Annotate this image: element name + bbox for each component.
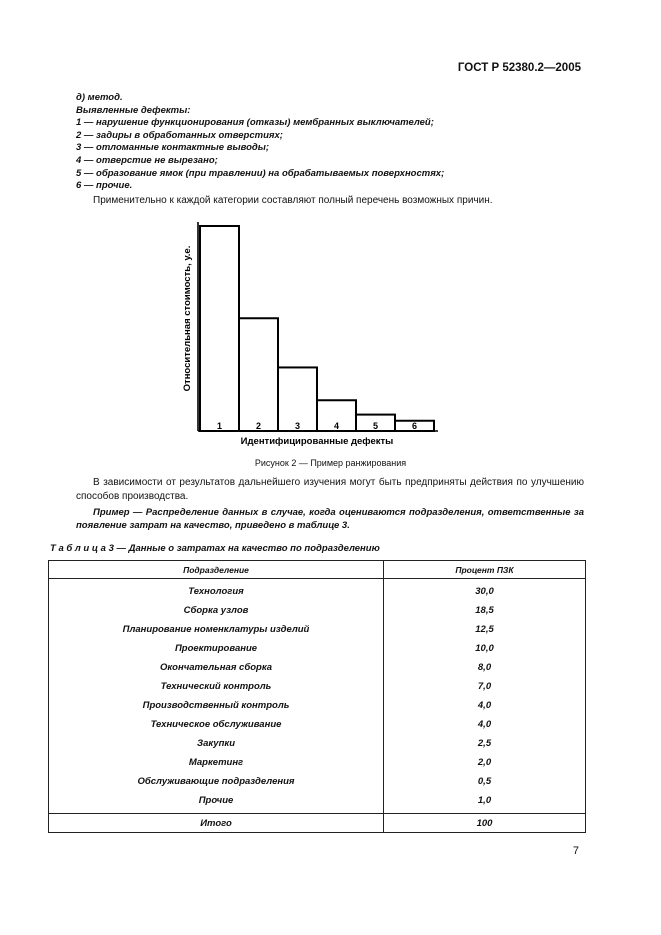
column-header-percent: Процент ПЗК [384, 561, 586, 579]
cell-department: Планирование номенклатуры изделий [49, 620, 384, 639]
cell-percent: 1,0 [384, 791, 586, 814]
category-label: 2 [255, 421, 262, 431]
column-header-department: Подразделение [49, 561, 384, 579]
defect-list-line: д) метод. [76, 92, 123, 103]
table-row [49, 639, 586, 658]
defect-list [76, 92, 596, 193]
cell-percent: 2,0 [384, 753, 586, 772]
table-row [49, 658, 586, 677]
table-row [49, 579, 586, 602]
bar-2 [239, 318, 278, 431]
cell-percent: 7,0 [384, 677, 586, 696]
x-axis-label: Идентифицированные дефекты [240, 436, 394, 447]
cell-department: Обслуживающие подразделения [49, 772, 384, 791]
table-row [49, 696, 586, 715]
cell-percent: 4,0 [384, 696, 586, 715]
cell-department: Сборка узлов [49, 601, 384, 620]
cell-department: Окончательная сборка [49, 658, 384, 677]
table-header-row [49, 561, 586, 579]
page-number: 7 [572, 845, 579, 857]
category-label: 6 [411, 421, 418, 431]
cell-percent: 0,5 [384, 772, 586, 791]
cell-percent: 2,5 [384, 734, 586, 753]
cell-percent: 10,0 [384, 639, 586, 658]
defect-list-line: 6 — прочие. [76, 180, 133, 192]
y-axis-label: Относительная стоимость, у.е. [182, 245, 193, 392]
defect-list-line: Выявленные дефекты: [76, 104, 191, 116]
cell-department: Техническое обслуживание [49, 715, 384, 734]
quality-costs-table [48, 560, 586, 833]
cell-department: Закупки [49, 734, 384, 753]
cell-department: Производственный контроль [49, 696, 384, 715]
pareto-chart [170, 218, 470, 452]
table-row [49, 791, 586, 814]
table-row [49, 677, 586, 696]
cell-percent: 8,0 [384, 658, 586, 677]
cell-percent: 4,0 [384, 715, 586, 734]
cell-department: Маркетинг [49, 753, 384, 772]
category-label: 5 [372, 421, 379, 431]
table-row [49, 772, 586, 791]
table-row [49, 601, 586, 620]
bar-1 [200, 226, 239, 431]
cell-department: Технический контроль [49, 677, 384, 696]
defect-list-line: 5 — образование ямок (при травлении) на обрабатываемых поверхностях; [76, 167, 445, 179]
table-row [49, 753, 586, 772]
category-label: 1 [216, 421, 223, 431]
cell-total-value: 100 [384, 814, 586, 833]
cell-percent: 18,5 [384, 601, 586, 620]
category-label: 4 [333, 421, 340, 431]
table-row [49, 715, 586, 734]
table-total-row [49, 814, 586, 833]
table-title: Т а б л и ц а 3 — Данные о затратах на качество по подразделению [50, 543, 380, 554]
paragraph-causes: Применительно к каждой категории составляют полный перечень возможных причин. [93, 195, 493, 206]
chart-bars [200, 226, 434, 431]
cell-department: Прочие [49, 791, 384, 814]
document-id: ГОСТ Р 52380.2—2005 [457, 62, 581, 74]
category-label: 3 [294, 421, 301, 431]
table-row [49, 734, 586, 753]
cell-total-label: Итого [49, 814, 384, 833]
defect-list-line: 1 — нарушение функционирования (отказы) мембранных выключателей; [76, 117, 434, 129]
cell-percent: 30,0 [384, 579, 586, 602]
example-note: Пример — Распределение данных в случае, когда оцениваются подразделения, ответственные за появление затрат на качество, приведено в таблице 3. [76, 507, 584, 531]
table-row [49, 620, 586, 639]
defect-list-line: 2 — задиры в обработанных отверстиях; [76, 129, 283, 141]
figure-caption: Рисунок 2 — Пример ранжирования [254, 458, 407, 468]
defect-list-line: 4 — отверстие не вырезано; [76, 154, 218, 166]
defect-list-line: 3 — отломанные контактные выводы; [76, 142, 270, 154]
cell-percent: 12,5 [384, 620, 586, 639]
cell-department: Технология [49, 579, 384, 602]
cell-department: Проектирование [49, 639, 384, 658]
paragraph-actions: В зависимости от результатов дальнейшего изучения могут быть предприняты действия по улучшению способов производства. [76, 477, 584, 502]
